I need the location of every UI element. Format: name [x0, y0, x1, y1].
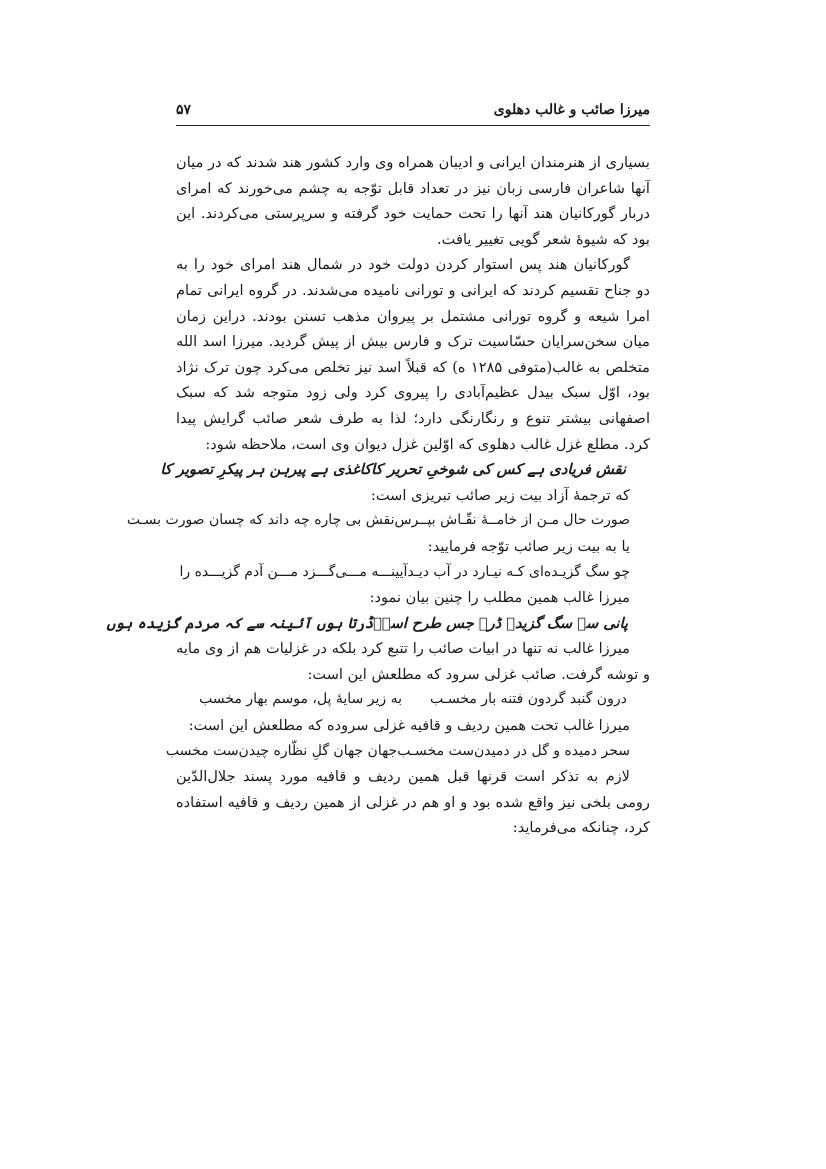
- verse-urdu-1: [160, 457, 650, 483]
- body-text: [106, 150, 651, 841]
- hemistich-b: کاغذی ہے پیرہن ہر پیکرِ تصویر کا: [160, 461, 372, 479]
- paragraph-8: لازم به تذکر است قرنها قبل همین ردیف و قافیه مورد پسند جلال‌الدّین رومی بلخی نیز واقع شده بود و او هم در غزلی از همین ردیف و قافیه استفاده کرد، چنانکه می‌فرماید:: [176, 768, 650, 837]
- hemistich-a: درون گنبد گردون فتنه بار مخسـب: [429, 691, 627, 708]
- verse-persian-1: [126, 508, 650, 534]
- paragraph-2: گورکانیان هند پس استوار کردن دولت خود در شمال هند امرای خود را به دو جناح تقسیم کردند که ایرانی و تورانی نامیده می‌شدند. در گروه ایرانی تمام امرا شیعه و گروه تورانی مشتمل بر پیروان مذهب تسنن بودند. دراین زمان میان سخن‌سرایان حسّاسیت ترک و فارس بیش از پیش گردید. میرزا اسد الله متخلص به غالب(متوفی ۱۲۸۵ ه) که قبلاً اسد نیز تخلص می‌کرد چون ترک نژاد بود، اوّل سبک بیدل عظیم‌آبادی را پیروی کرد ولی زود متوجه شد که سبک اصفهانی بیشتر تنوع و رنگارنگی دارد؛ لذا به طرف شعر صائب گرایش پیدا کرد. مطلع غزل غالب دهلوی که اوّلین غزل دیوان وی است، ملاحظه شود:: [176, 256, 651, 453]
- verse-persian-3: [176, 687, 650, 713]
- verse-persian-4: [165, 739, 650, 765]
- running-title: میرزا صائب و غالب دهلوی: [493, 102, 650, 118]
- verse-urdu-2: [106, 611, 650, 637]
- verse-persian-2: [176, 560, 650, 586]
- paragraph-7: میرزا غالب تحت همین ردیف و قافیه غزلی سروده که مطلعش این است:: [188, 717, 630, 735]
- hemistich-a: صورت حال مـن از خامــهٔ نقّـاش بپــرس: [394, 512, 630, 529]
- header-rule: [176, 125, 650, 126]
- paragraph-4: یا به بیت زیر صائب توّجه فرمایید:: [427, 537, 630, 555]
- hemistich-b: ڈرتا ہوں آئینہ سے کہ مردم گزیدہ ہوں: [106, 614, 374, 632]
- hemistich-b: به زیر سایهٔ پل، موسم بهار مخسب: [199, 691, 402, 708]
- hemistich-b: جهان جهان گلِ نظّاره چیدن‌ست مخسب: [165, 742, 398, 759]
- paragraph-3: که ترجمهٔ آزاد بیت زیر صائب تبریزی است:: [370, 486, 630, 504]
- paragraph-1: بسیاری از هنرمندان ایرانی و ادیبان همراه وی وارد کشور هند شدند که در میان آنها شاعران فارسی زبان نیز در تعداد قابل توّجه به چشم می‌خورند که امرای دربار گورکانیان هند آنها را تحت حمایت خود گرفته و سرپرستی می‌کردند. این بود که شیوهٔ شعر گویی تغییر یافت.: [176, 154, 650, 248]
- running-header: [176, 102, 650, 124]
- hemistich-a: پانی سے سگ گزیدہ ڈرے جس طرح اسدؔ: [373, 614, 628, 632]
- page-number: ۵۷: [176, 102, 192, 118]
- hemistich-a: نقش فریادی ہے کس کی شوخیِ تحریر کا: [371, 461, 626, 479]
- hemistich-b: آیینـــه مـــی‌گـــزد مـــن آدم گزیـــده را: [179, 563, 408, 580]
- paragraph-5: میرزا غالب همین مطلب را چنین بیان نمود:: [369, 589, 630, 607]
- hemistich-b: نقش بی چاره چه داند که چسان صورت بسـت: [126, 512, 395, 529]
- paragraph-6: میرزا غالب نه تنها در ابیات صائب را تتبع کرد بلکه در غزلیات هم از وی مایه و توشه گرفت. صائب غزلی سرود که مطلعش این است:: [176, 640, 650, 683]
- hemistich-a: سحر دمیده و گل در دمیدن‌ست مخسـب: [397, 742, 630, 759]
- hemistich-a: چو سگ گزیـده‌ای کـه نیـارد در آب دیـد: [407, 563, 630, 580]
